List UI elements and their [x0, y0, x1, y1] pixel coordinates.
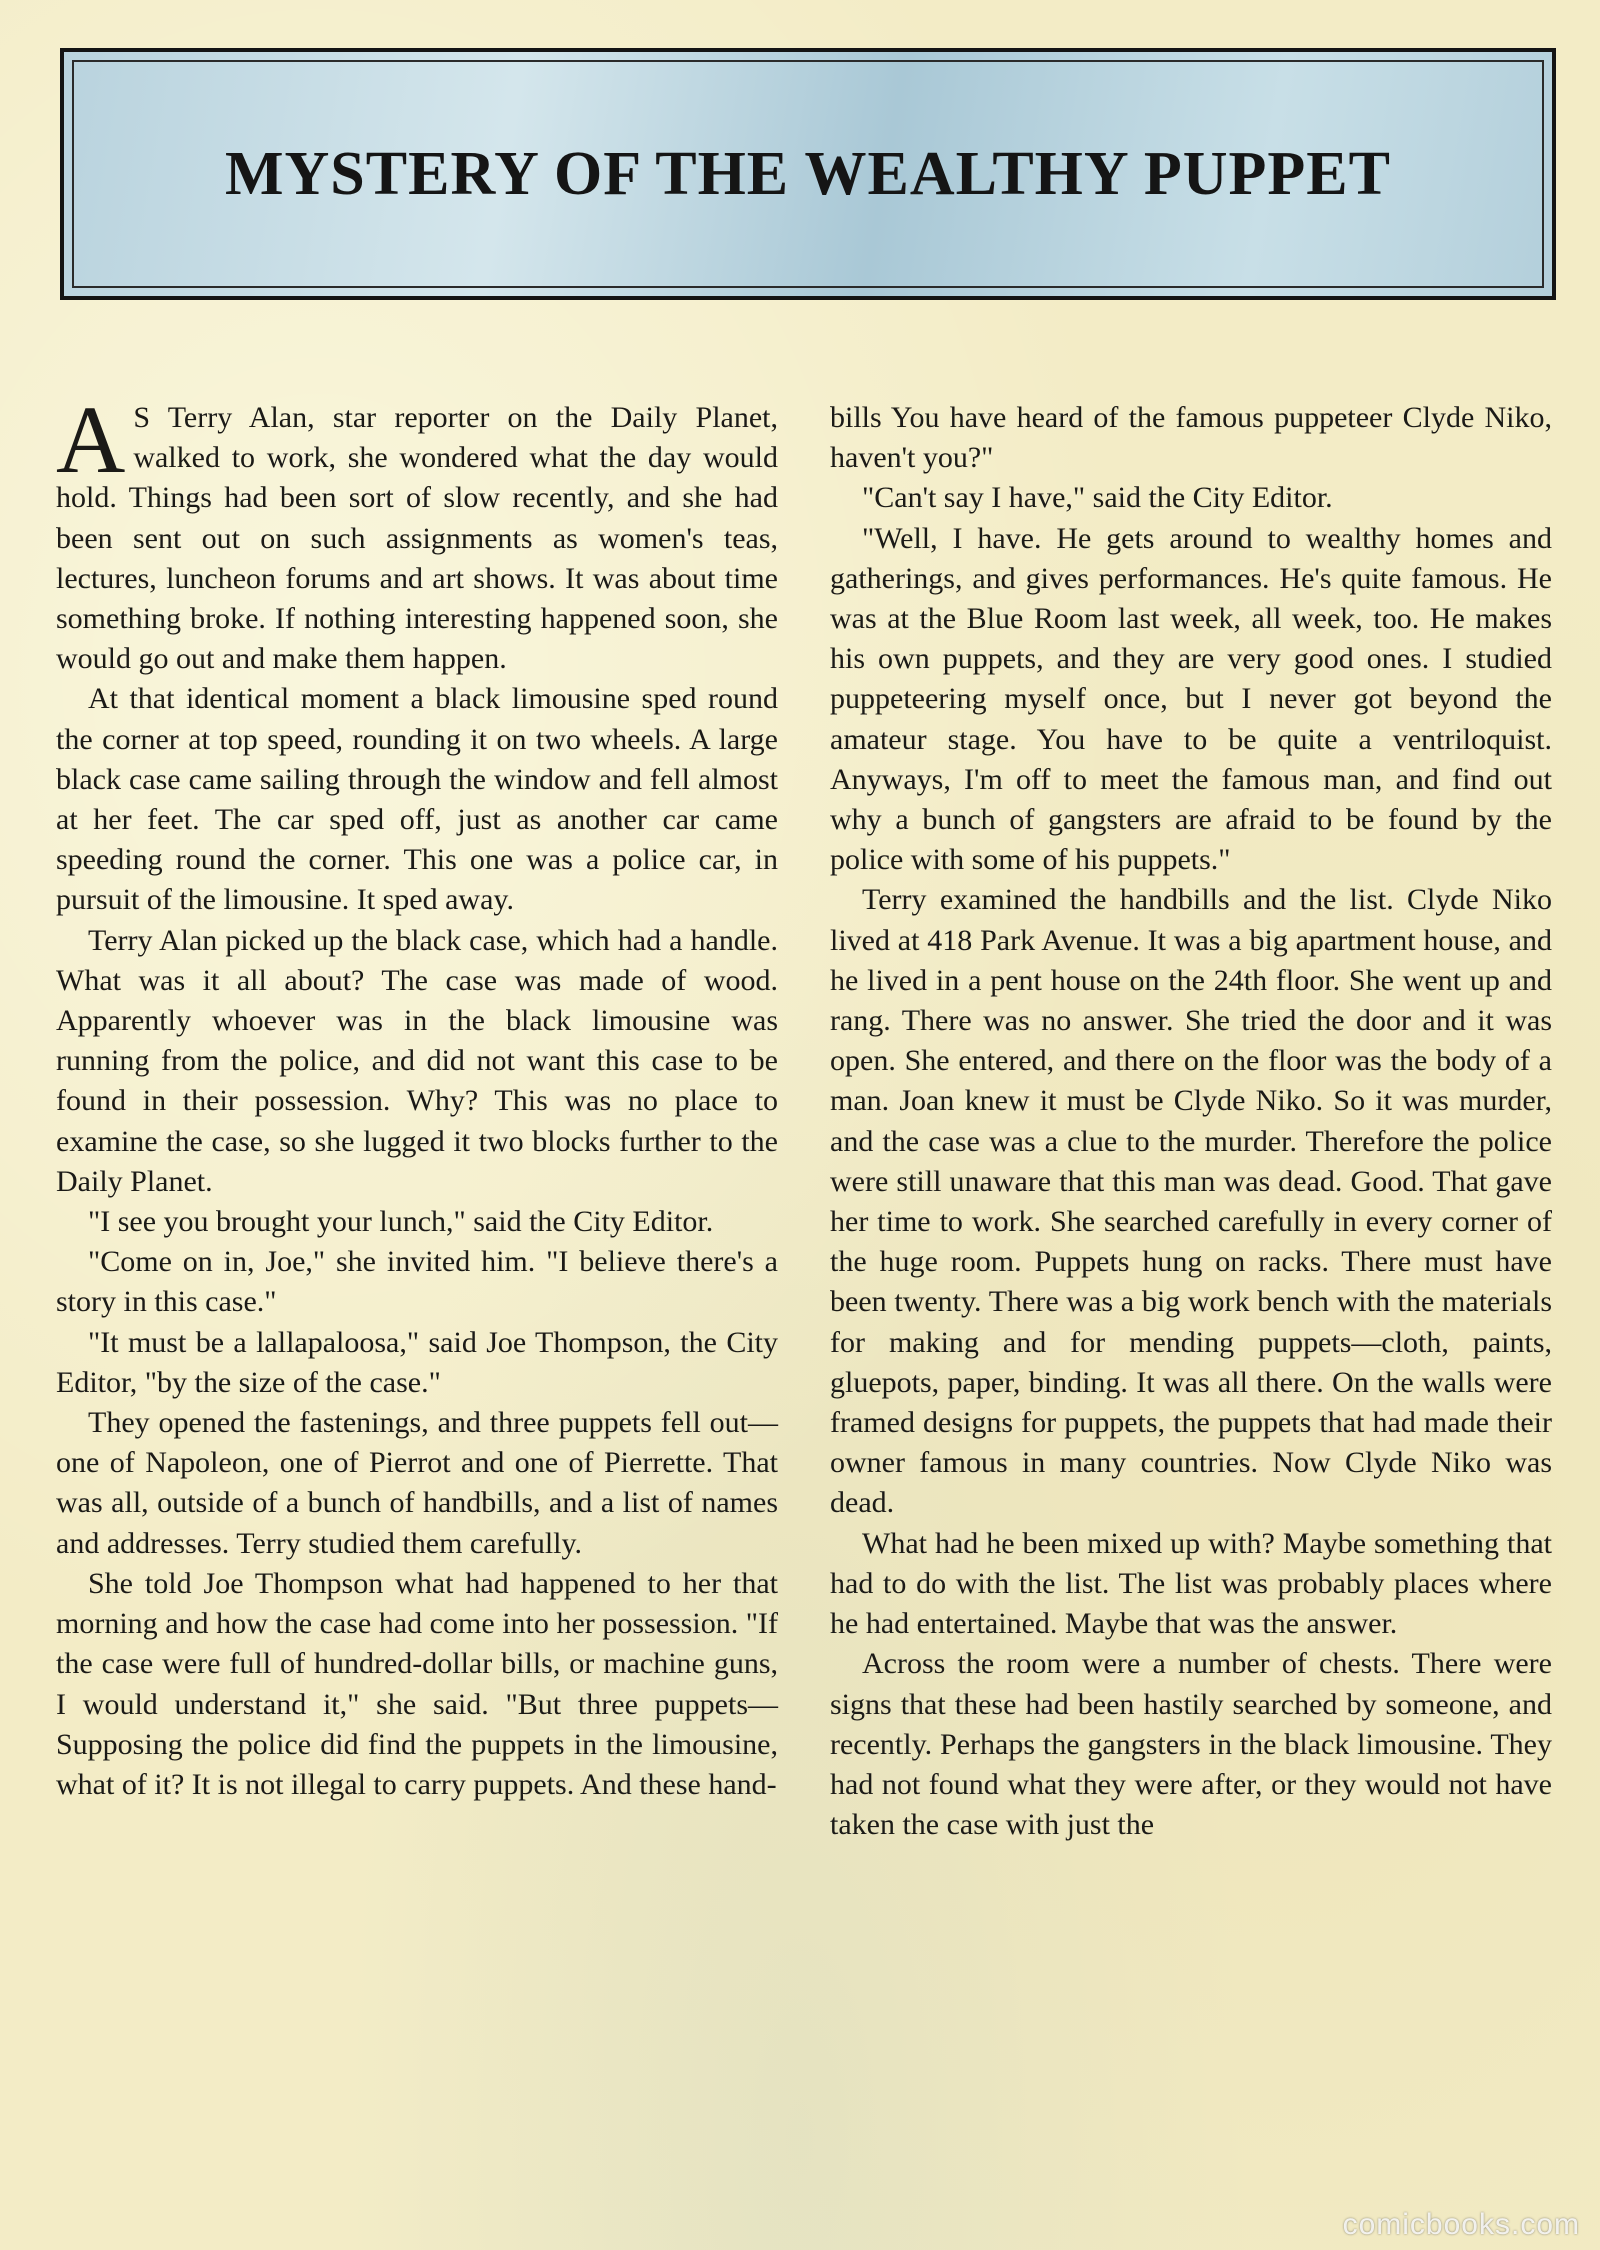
right-text-column: [830, 398, 1552, 1845]
paragraph: Terry Alan picked up the black case, which had a handle. What was it all about? The case was made of wood. Apparently whoever was in the black limousine was running from the police, and did not want this case to be found in their possession. Why? This was no place to examine the case, so she lugged it two blocks further to the Daily Planet.: [56, 923, 778, 1198]
paragraph: She told Joe Thompson what had happened to her that morning and how the case had come into her possession. "If the case were full of hundred-dollar bills, or machine guns, I would understand it," she said. "But three puppets—Supposing the police did find the puppets in the limousine, what of it? It is not illegal to carry puppets. And these hand-: [56, 1566, 778, 1801]
paragraph: "Come on in, Joe," she invited him. "I believe there's a story in this case.": [56, 1245, 778, 1319]
paragraph: Across the room were a number of chests. There were signs that these had been hastily searched by someone, and recently. Perhaps the gangsters in the black limousine. They had not found what they were after, or they would not have taken the case with just the: [830, 1647, 1552, 1842]
title-banner: [60, 48, 1556, 300]
paragraph: [56, 386, 778, 679]
site-watermark: comicbooks.com: [1342, 2208, 1580, 2241]
paragraph: "Well, I have. He gets around to wealthy homes and gatherings, and gives performances. He's quite famous. He was at the Blue Room last week, all week, too. He makes his own puppets, and they are very good ones. I studied puppeteering myself once, but I never got beyond the amateur stage. You have to be quite a ventriloquist. Anyways, I'm off to meet the famous man, and find out why a bunch of gangsters are afraid to be found by the police with some of his puppets.": [830, 521, 1552, 877]
left-text-column: [56, 386, 778, 1805]
paragraph: Terry examined the handbills and the list. Clyde Niko lived at 418 Park Avenue. It was a big apartment house, and he lived in a pent house on the 24th floor. She went up and rang. There was no answer. She tried the door and it was open. She entered, and there on the floor was the body of a man. Joan knew it must be Clyde Niko. So it was murder, and the case was a clue to the murder. Therefore the police were still unaware that this man was dead. Good. That gave her time to work. She searched carefully in every corner of the huge room. Puppets hung on racks. There must have been twenty. There was a big work bench with the materials for making and for mending puppets—cloth, paints, gluepots, paper, binding. It was all there. On the walls were framed designs for puppets, the puppets that had made their owner famous in many countries. Now Clyde Niko was dead.: [830, 883, 1552, 1520]
paragraph: They opened the fastenings, and three puppets fell out—one of Napoleon, one of Pierrot and one of Pierrette. That was all, outside of a bunch of handbills, and a list of names and addresses. Terry studied them carefully.: [56, 1406, 778, 1560]
drop-cap: A: [56, 386, 126, 493]
paragraph: "I see you brought your lunch," said the City Editor.: [88, 1205, 714, 1239]
paragraph: At that identical moment a black limousine sped round the corner at top speed, rounding it on two wheels. A large black case came sailing through the window and fell almost at her feet. The car sped off, just as another car came speeding round the corner. This one was a police car, in pursuit of the limousine. It sped away.: [56, 682, 778, 917]
paragraph: What had he been mixed up with? Maybe something that had to do with the list. The list was probably places where he had entertained. Maybe that was the answer.: [830, 1526, 1552, 1641]
paragraph: "Can't say I have," said the City Editor.: [862, 481, 1333, 515]
paragraph-text: S Terry Alan, star reporter on the Daily Planet, walked to work, she wondered what the day would hold. Things had been sort of slow recently, and she had been sent out on such assignments as women's teas, lectures, luncheon forums and art shows. It was about time something broke. If nothing interesting happened soon, she would go out and make them happen.: [56, 401, 778, 676]
paragraph: "It must be a lallapaloosa," said Joe Thompson, the City Editor, "by the size of the case.": [56, 1325, 778, 1399]
paragraph: bills You have heard of the famous puppeteer Clyde Niko, haven't you?": [830, 401, 1552, 475]
story-title: MYSTERY OF THE WEALTHY PUPPET: [225, 139, 1391, 208]
